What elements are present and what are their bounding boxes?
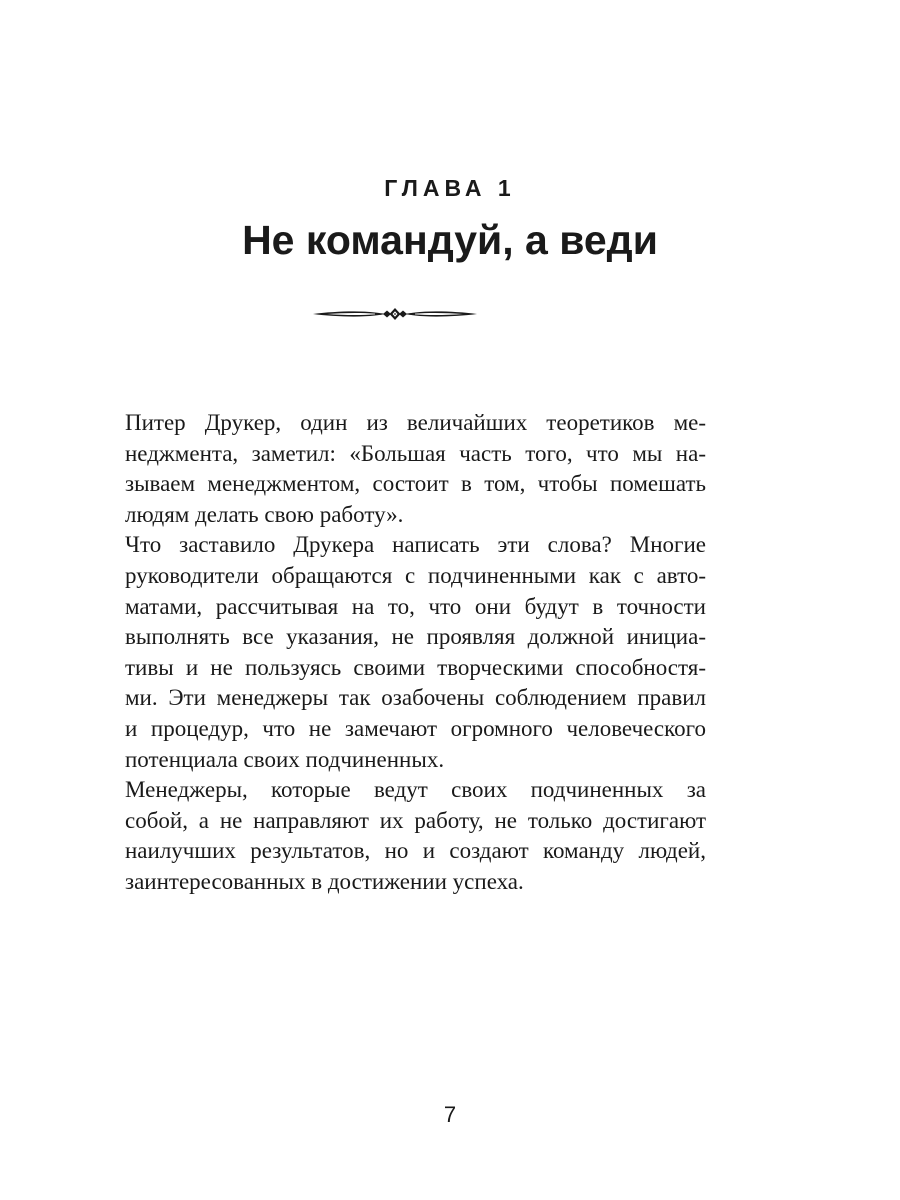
text-line: Питер Друкер, один из величайших теоретиков ме- [125, 410, 706, 435]
text-line: ми. Эти менеджеры так озабочены соблюдением правил [125, 685, 706, 711]
text-line: людям делать свою работу». [125, 501, 404, 527]
text-line: собой, а не направляют их работу, не только достигают [125, 807, 706, 833]
text-line: наилучших результатов, но и создают команду людей, [125, 838, 706, 864]
text-line: потенциала своих подчиненных. [125, 746, 445, 772]
chapter-title: Не командуй, а веди [242, 217, 658, 263]
text-line: и процедур, что не замечают огромного человеческого [125, 715, 706, 741]
text-line: заинтересованных в достижении успеха. [125, 868, 524, 894]
text-line: руководители обращаются с подчиненными как с авто- [125, 562, 706, 588]
body-text [125, 408, 706, 898]
page-number: 7 [443, 1102, 457, 1127]
text-line: матами, рассчитывая на то, что они будут в точности [125, 593, 706, 619]
ornament-divider-icon [313, 301, 477, 327]
text-line: тивы и не пользуясь своими творческими способностя- [125, 654, 706, 680]
text-line: Менеджеры, которые ведут своих подчиненных за [125, 777, 706, 803]
paragraph-2 [125, 530, 706, 775]
chapter-label: ГЛАВА 1 [384, 175, 516, 201]
text-line: зываем менеджментом, состоит в том, чтобы помешать [125, 471, 706, 497]
text-line: выполнять все указания, не проявляя должной инициа- [125, 624, 706, 650]
paragraph-3 [125, 775, 706, 897]
text-line: неджмента, заметил: «Большая часть того, что мы на- [125, 440, 706, 466]
paragraph-1 [125, 408, 706, 530]
text-line: Что заставило Друкера написать эти слова? Многие [125, 532, 706, 558]
